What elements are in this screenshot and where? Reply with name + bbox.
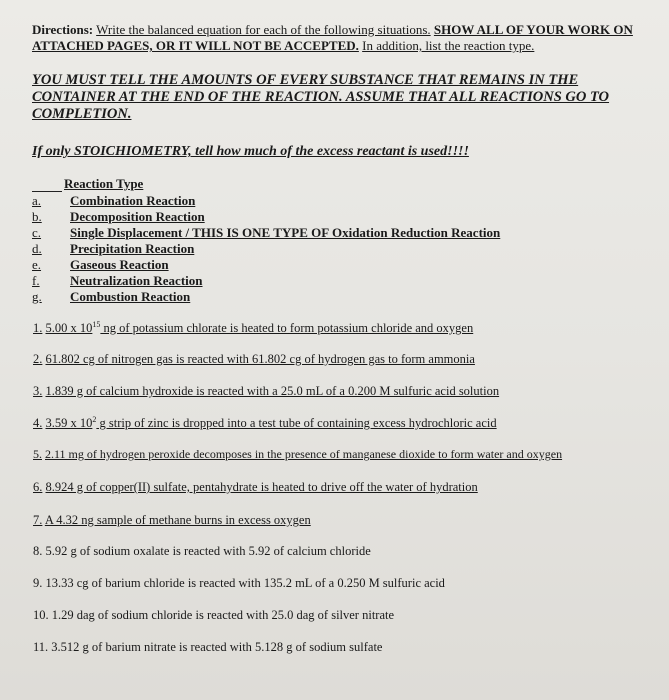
- must-tell-instruction: YOU MUST TELL THE AMOUNTS OF EVERY SUBSTANCE THAT REMAINS IN THE CONTAINER AT THE END OF THE REACTION. ASSUME THAT ALL REACTIONS GO TO COMPLETION.: [32, 72, 610, 122]
- problem-number: 6.: [33, 480, 43, 494]
- problem-exponent: 2: [92, 415, 97, 424]
- directions-reaction-type-note: In addition, list the reaction type.: [362, 38, 535, 53]
- problem-5: [33, 447, 562, 462]
- reaction-type-item: [32, 193, 500, 209]
- reaction-type-letter: e.: [32, 257, 42, 272]
- problem-text: 8.924 g of copper(II) sulfate, pentahydrate is heated to drive off the water of hydration: [45, 480, 478, 494]
- reaction-type-list: [32, 193, 500, 305]
- problem-number: 3.: [33, 384, 43, 398]
- directions-show-work: SHOW ALL OF YOUR WORK ON ATTACHED PAGES, OR IT WILL NOT BE ACCEPTED.: [32, 22, 633, 53]
- reaction-type-name: Combustion Reaction: [70, 289, 191, 304]
- reaction-type-letter: d.: [32, 241, 42, 256]
- reaction-type-name: Combination Reaction: [70, 193, 196, 208]
- reaction-type-item: [32, 289, 500, 305]
- problem-8: [33, 544, 371, 559]
- reaction-type-heading: Reaction Type: [64, 176, 144, 191]
- problem-text: A 4.32 ng sample of methane burns in excess oxygen: [44, 513, 311, 527]
- problem-9: [33, 576, 445, 591]
- problem-text: 1.29 dag of sodium chloride is reacted with 25.0 dag of silver nitrate: [51, 608, 395, 622]
- reaction-type-letter: b.: [32, 209, 42, 224]
- problem-number: 5.: [33, 447, 42, 461]
- reaction-type-name: Gaseous Reaction: [70, 257, 169, 272]
- problem-text: 13.33 cg of barium chloride is reacted with 135.2 mL of a 0.250 M sulfuric acid: [45, 576, 445, 590]
- problem-number: 4.: [33, 416, 43, 431]
- reaction-type-letter: c.: [32, 225, 42, 240]
- problem-3: [33, 384, 499, 399]
- reaction-type-item: [32, 273, 500, 289]
- problem-1: [33, 320, 473, 336]
- problem-text: 2.11 mg of hydrogen peroxide decomposes in the presence of manganese dioxide to form water and oxygen: [45, 447, 563, 461]
- problem-number: 9.: [33, 576, 43, 590]
- directions-instruction: Write the balanced equation for each of the following situations.: [96, 22, 431, 37]
- problem-number: 10.: [33, 608, 49, 622]
- problem-number: 7.: [33, 513, 43, 527]
- problem-10: [33, 608, 394, 623]
- problem-text: 61.802 cg of nitrogen gas is reacted with 61.802 cg of hydrogen gas to form ammonia: [45, 352, 475, 366]
- problem-2: [33, 352, 475, 367]
- problem-number: 2.: [33, 352, 43, 366]
- blank-line: [32, 179, 62, 192]
- reaction-type-item: [32, 241, 500, 257]
- stoichiometry-note: If only STOICHIOMETRY, tell how much of the excess reactant is used!!!!: [32, 144, 469, 159]
- directions-paragraph: [32, 22, 652, 54]
- reaction-type-item: [32, 225, 500, 241]
- problem-exponent: 15: [92, 320, 101, 329]
- reaction-type-name: Single Displacement / THIS IS ONE TYPE OF Oxidation Reduction Reaction: [70, 225, 501, 240]
- problem-number: 1.: [33, 321, 43, 336]
- problem-number: 11.: [33, 640, 49, 654]
- problem-text-cont: g strip of zinc is dropped into a test tube of containing excess hydrochloric acid: [96, 416, 497, 431]
- problem-text-cont: ng of potassium chlorate is heated to form potassium chloride and oxygen: [100, 321, 474, 336]
- reaction-type-name: Decomposition Reaction: [70, 209, 205, 224]
- directions-lead: Directions:: [32, 22, 94, 37]
- problem-text: 1.839 g of calcium hydroxide is reacted with a 25.0 mL of a 0.200 M sulfuric acid solution: [45, 384, 500, 398]
- problem-4: [33, 415, 497, 431]
- reaction-type-name: Precipitation Reaction: [70, 241, 195, 256]
- problem-11: [33, 640, 382, 655]
- reaction-type-letter: a.: [32, 193, 42, 208]
- reaction-type-header: [32, 176, 143, 192]
- reaction-type-letter: f.: [32, 273, 40, 288]
- problem-number: 8.: [33, 544, 43, 558]
- reaction-type-letter: g.: [32, 289, 42, 304]
- reaction-type-item: [32, 209, 500, 225]
- problem-text: 3.59 x 10: [45, 416, 93, 431]
- reaction-type-name: Neutralization Reaction: [70, 273, 203, 288]
- problem-text: 5.92 g of sodium oxalate is reacted with 5.92 of calcium chloride: [45, 544, 371, 558]
- reaction-type-item: [32, 257, 500, 273]
- problem-6: [33, 480, 478, 495]
- problem-7: [33, 513, 311, 528]
- problem-text: 3.512 g of barium nitrate is reacted with 5.128 g of sodium sulfate: [51, 640, 383, 654]
- problem-text: 5.00 x 10: [45, 321, 93, 336]
